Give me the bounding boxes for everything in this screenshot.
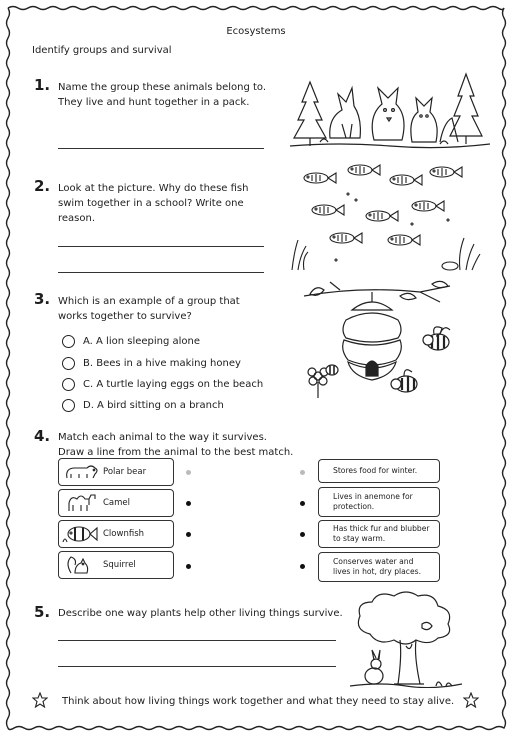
option-c-radio[interactable]: [62, 378, 75, 391]
survival-card-anemone[interactable]: Lives in anemone for protection.: [318, 487, 440, 517]
option-c[interactable]: [62, 378, 263, 391]
question-1-line-1: Name the group these animals belong to.: [58, 82, 267, 93]
star-icon-right: [463, 692, 479, 708]
animal-card-polar-bear[interactable]: [58, 458, 174, 486]
match-dot-stores-food[interactable]: [300, 470, 305, 475]
worksheet-subtitle: Identify groups and survival: [32, 45, 172, 56]
fish-school-illustration: [288, 160, 488, 272]
question-2-number: 2.: [34, 177, 51, 195]
option-b-label: B. Bees in a hive making honey: [83, 358, 241, 369]
question-1-number: 1.: [34, 76, 51, 94]
question-5-number: 5.: [34, 603, 51, 621]
option-b[interactable]: [62, 357, 241, 370]
question-4-line-1: Match each animal to the way it survives.: [58, 432, 267, 443]
clownfish-icon: [59, 522, 103, 546]
answer-line-q1[interactable]: [58, 148, 264, 149]
camel-icon: [59, 491, 103, 515]
wolf-pack-illustration: [290, 58, 490, 150]
question-4-text: [58, 430, 293, 460]
option-a[interactable]: [62, 335, 200, 348]
option-c-label: C. A turtle laying eggs on the beach: [83, 379, 264, 390]
squirrel-icon: [59, 553, 103, 577]
match-dot-squirrel[interactable]: [186, 564, 191, 569]
option-d-radio[interactable]: [62, 399, 75, 412]
worksheet-title: Ecosystems: [226, 26, 286, 37]
option-d[interactable]: [62, 399, 224, 412]
question-3-number: 3.: [34, 290, 51, 308]
beehive-illustration: [300, 280, 476, 400]
animal-card-squirrel[interactable]: [58, 551, 174, 579]
question-3-line-2: works together to survive?: [58, 311, 192, 322]
animal-label-squirrel: Squirrel: [103, 560, 136, 570]
animal-card-camel[interactable]: [58, 489, 174, 517]
question-3-text: [58, 294, 240, 324]
question-2-line-3: reason.: [58, 213, 96, 224]
question-2-line-2: swim together in a school? Write one: [58, 198, 244, 209]
answer-line-q2-1[interactable]: [58, 246, 264, 247]
match-dot-thick-fur[interactable]: [300, 532, 305, 537]
star-icon-left: [32, 692, 48, 708]
answer-line-q2-2[interactable]: [58, 272, 264, 273]
question-3-line-1: Which is an example of a group that: [58, 296, 240, 307]
option-b-radio[interactable]: [62, 357, 75, 370]
animal-label-polar-bear: Polar bear: [103, 467, 147, 477]
match-dot-conserves-water[interactable]: [300, 564, 305, 569]
match-dot-polar-bear[interactable]: [186, 470, 191, 475]
tree-with-bunny-illustration: [350, 590, 462, 688]
question-5-text: Describe one way plants help other living things survive.: [58, 608, 343, 619]
match-dot-camel[interactable]: [186, 501, 191, 506]
match-dot-clownfish[interactable]: [186, 532, 191, 537]
polar-bear-icon: [59, 460, 103, 484]
survival-card-conserves-water[interactable]: Conserves water and lives in hot, dry places.: [318, 552, 440, 582]
answer-line-q5-2[interactable]: [58, 666, 336, 667]
question-1-text: [58, 80, 266, 110]
question-4-number: 4.: [34, 427, 51, 445]
option-a-radio[interactable]: [62, 335, 75, 348]
animal-label-camel: Camel: [103, 498, 131, 508]
animal-label-clownfish: Clownfish: [103, 529, 145, 539]
answer-line-q5-1[interactable]: [58, 640, 336, 641]
animal-card-clownfish[interactable]: [58, 520, 174, 548]
option-a-label: A. A lion sleeping alone: [83, 336, 201, 347]
survival-card-thick-fur[interactable]: Has thick fur and blubber to stay warm.: [318, 520, 440, 548]
question-4-line-2: Draw a line from the animal to the best match.: [58, 447, 294, 458]
question-2-text: [58, 181, 248, 226]
footer-text: Think about how living things work together and what they need to stay alive.: [62, 696, 455, 707]
question-2-line-1: Look at the picture. Why do these fish: [58, 183, 249, 194]
question-1-line-2: They live and hunt together in a pack.: [58, 97, 250, 108]
option-d-label: D. A bird sitting on a branch: [83, 400, 224, 411]
survival-card-stores-food[interactable]: Stores food for winter.: [318, 459, 440, 483]
match-dot-anemone[interactable]: [300, 501, 305, 506]
